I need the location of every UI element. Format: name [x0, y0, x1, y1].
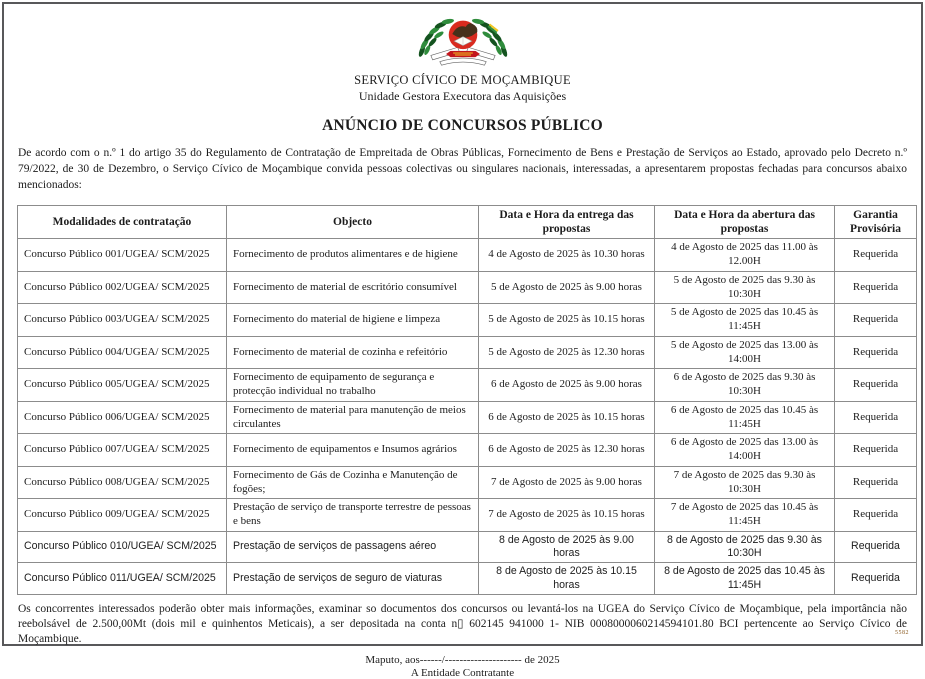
cell-objecto: Fornecimento de equipamento de segurança e protecção individual no trabalho — [227, 369, 479, 402]
page-code: 5582 — [895, 630, 909, 636]
cell-abertura: 4 de Agosto de 2025 das 11.00 às 12.00H — [655, 239, 835, 272]
header-abertura: Data e Hora da abertura das propostas — [655, 205, 835, 239]
table-header-row — [18, 205, 917, 239]
cell-objecto: Fornecimento de material para manutenção de meios circulantes — [227, 401, 479, 434]
table-row — [18, 239, 917, 272]
cell-abertura: 7 de Agosto de 2025 das 10.45 às 11:45H — [655, 499, 835, 532]
cell-modalidade: Concurso Público 008/UGEA/ SCM/2025 — [18, 466, 227, 499]
cell-garantia: Requerida — [835, 369, 917, 402]
cell-entrega: 6 de Agosto de 2025 às 9.00 horas — [479, 369, 655, 402]
cell-objecto: Prestação de serviços de seguro de viaturas — [227, 563, 479, 594]
cell-modalidade: Concurso Público 007/UGEA/ SCM/2025 — [18, 434, 227, 467]
cell-abertura: 5 de Agosto de 2025 das 10.45 às 11:45H — [655, 304, 835, 337]
intro-paragraph: De acordo com o n.º 1 do artigo 35 do Regulamento de Contratação de Empreitada de Obras Públicas, Fornecimento de Bens e Prestação de Serviços ao Estado, aprovado pelo Decreto n.º 79/2022, de 30 de Dezembro, o Serviço Cívico de Moçambique convida pessoas colectivas ou singulares nacionais, interessadas, a apresentarem propostas fechadas para concursos abaixo mencionados: — [18, 147, 907, 191]
table-row — [18, 499, 917, 532]
cell-modalidade: Concurso Público 001/UGEA/ SCM/2025 — [18, 239, 227, 272]
table-row — [18, 369, 917, 402]
cell-objecto: Prestação de serviço de transporte terrestre de pessoas e bens — [227, 499, 479, 532]
cell-abertura: 5 de Agosto de 2025 das 13.00 às 14:00H — [655, 336, 835, 369]
date-line: Maputo, aos------/--------------------- de 2025 — [365, 654, 560, 667]
cell-abertura: 5 de Agosto de 2025 das 9.30 às 10:30H — [655, 271, 835, 304]
table-row — [18, 401, 917, 434]
cell-modalidade: Concurso Público 002/UGEA/ SCM/2025 — [18, 271, 227, 304]
cell-entrega: 5 de Agosto de 2025 às 12.30 horas — [479, 336, 655, 369]
cell-modalidade: Concurso Público 003/UGEA/ SCM/2025 — [18, 304, 227, 337]
cell-abertura: 6 de Agosto de 2025 das 13.00 às 14:00H — [655, 434, 835, 467]
header-modalidades: Modalidades de contratação — [18, 205, 227, 239]
cell-objecto: Fornecimento de equipamentos e Insumos agrários — [227, 434, 479, 467]
cell-garantia: Requerida — [835, 239, 917, 272]
cell-garantia: Requerida — [835, 466, 917, 499]
table-row — [18, 531, 917, 562]
cell-abertura: 6 de Agosto de 2025 das 9.30 às 10:30H — [655, 369, 835, 402]
document-header — [4, 13, 921, 104]
cell-entrega: 4 de Agosto de 2025 às 10.30 horas — [479, 239, 655, 272]
cell-garantia: Requerida — [835, 401, 917, 434]
header-entrega: Data e Hora da entrega das propostas — [479, 205, 655, 239]
cell-garantia: Requerida — [835, 336, 917, 369]
cell-garantia: Requerida — [835, 271, 917, 304]
cell-modalidade: Concurso Público 010/UGEA/ SCM/2025 — [18, 531, 227, 562]
cell-entrega: 7 de Agosto de 2025 às 10.15 horas — [479, 499, 655, 532]
cell-entrega: 8 de Agosto de 2025 às 9.00 horas — [479, 531, 655, 562]
tenders-table — [17, 205, 917, 595]
document-page — [2, 2, 923, 679]
cell-entrega: 6 de Agosto de 2025 às 10.15 horas — [479, 401, 655, 434]
cell-garantia: Requerida — [835, 499, 917, 532]
cell-objecto: Fornecimento do material de higiene e limpeza — [227, 304, 479, 337]
cell-abertura: 8 de Agosto de 2025 das 10.45 às 11:45H — [655, 563, 835, 594]
cell-entrega: 6 de Agosto de 2025 às 12.30 horas — [479, 434, 655, 467]
cell-garantia: Requerida — [835, 563, 917, 594]
cell-objecto: Fornecimento de material de cozinha e refeitório — [227, 336, 479, 369]
cell-entrega: 8 de Agosto de 2025 às 10.15 horas — [479, 563, 655, 594]
cell-objecto: Fornecimento de Gás de Cozinha e Manutenção de fogões; — [227, 466, 479, 499]
table-row — [18, 434, 917, 467]
signature-line: A Entidade Contratante — [410, 667, 515, 679]
cell-abertura: 7 de Agosto de 2025 das 9.30 às 10:30H — [655, 466, 835, 499]
cell-garantia: Requerida — [835, 434, 917, 467]
cell-modalidade: Concurso Público 011/UGEA/ SCM/2025 — [18, 563, 227, 594]
cell-modalidade: Concurso Público 009/UGEA/ SCM/2025 — [18, 499, 227, 532]
cell-modalidade: Concurso Público 004/UGEA/ SCM/2025 — [18, 336, 227, 369]
table-row — [18, 466, 917, 499]
header-objecto: Objecto — [227, 205, 479, 239]
emblem-logo — [413, 13, 513, 71]
footer-note: Os concorrentes interessados poderão obter mais informações, examinar so documentos dos concursos ou levantá-los na UGEA do Serviço Cívico de Moçambique, pela importância não reebolsável de 2.500,00Mt (dois mil e quinhentos Meticais), a ser depositada na conta n▯ 602145 941000 1- NIB 0008000060214594101.80 BCI pertencente ao Serviço Cívico de Moçambique. — [18, 602, 907, 646]
cell-garantia: Requerida — [835, 304, 917, 337]
table-row — [18, 563, 917, 594]
cell-entrega: 7 de Agosto de 2025 às 9.00 horas — [479, 466, 655, 499]
cell-objecto: Fornecimento de material de escritório consumível — [227, 271, 479, 304]
cell-modalidade: Concurso Público 005/UGEA/ SCM/2025 — [18, 369, 227, 402]
cell-objecto: Fornecimento de produtos alimentares e de higiene — [227, 239, 479, 272]
header-garantia: Garantia Provisória — [835, 205, 917, 239]
cell-modalidade: Concurso Público 006/UGEA/ SCM/2025 — [18, 401, 227, 434]
cell-garantia: Requerida — [835, 531, 917, 562]
table-row — [18, 304, 917, 337]
motto-banner — [446, 51, 480, 57]
cell-objecto: Prestação de serviços de passagens aéreo — [227, 531, 479, 562]
org-name: SERVIÇO CÍVICO DE MOÇAMBIQUE — [354, 73, 571, 87]
org-unit: Unidade Gestora Executora das Aquisições — [358, 89, 567, 103]
cell-abertura: 8 de Agosto de 2025 das 9.30 às 10:30H — [655, 531, 835, 562]
page-title: ANÚNCIO DE CONCURSOS PÚBLICO — [322, 117, 603, 134]
cell-entrega: 5 de Agosto de 2025 às 9.00 horas — [479, 271, 655, 304]
table-row — [18, 271, 917, 304]
cell-entrega: 5 de Agosto de 2025 às 10.15 horas — [479, 304, 655, 337]
cell-abertura: 6 de Agosto de 2025 das 10.45 às 11:45H — [655, 401, 835, 434]
table-row — [18, 336, 917, 369]
